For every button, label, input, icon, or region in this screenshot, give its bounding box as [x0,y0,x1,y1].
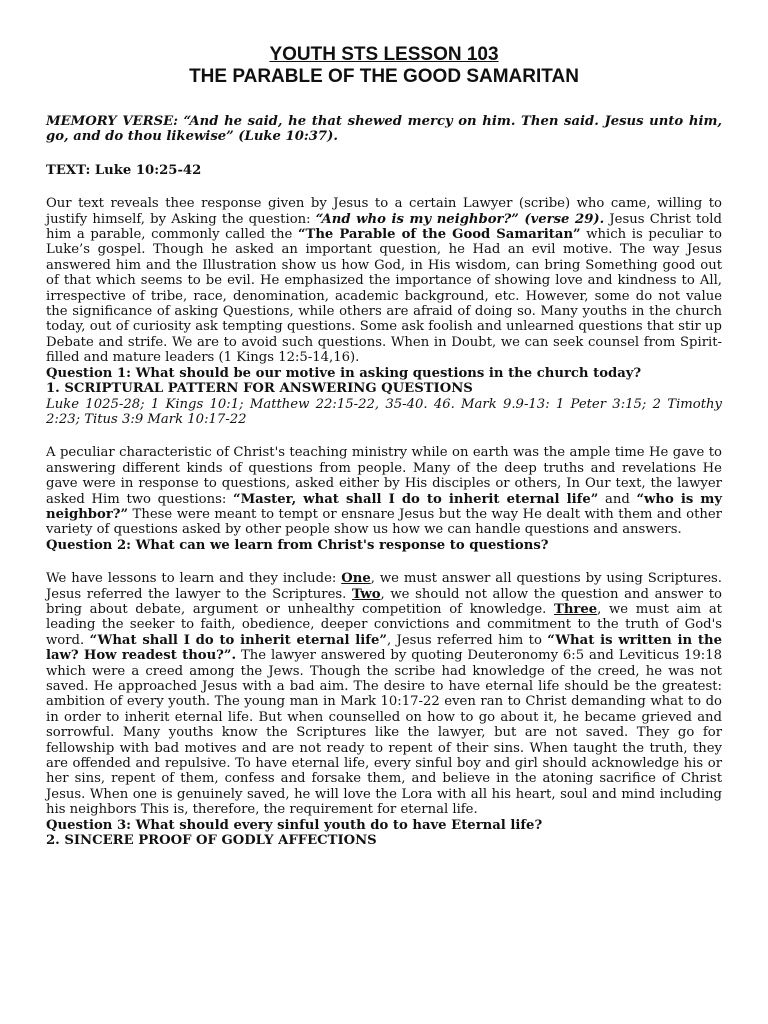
section-2-heading: 2. SINCERE PROOF OF GODLY AFFECTIONS [46,833,377,849]
lesson-subtitle: THE PARABLE OF THE GOOD SAMARITAN [189,66,579,87]
lessons-text-e: , Jesus referred him to [386,632,548,648]
section-1-references: Luke 1025-28; 1 Kings 10:1; Matthew 22:15-22, 35-40. 46. Mark 9.9-13: 1 Peter 3:15; 2 Timothy 2:23; Titus 3:9 Mark 10:17-22 [46,396,722,427]
memory-verse: MEMORY VERSE: “And he said, he that shewed mercy on him. Then said. Jesus unto him, go, and do thou likewise” (Luke 10:37). [46,114,722,145]
lessons-quote-1: “What shall I do to inherit eternal life” [89,632,387,648]
intro-text-3: which is peculiar to Luke’s gospel. Though he asked an important question, he Had an evil motive. The way Jesus answered him and the Illustration show us how God, in His wisdom, can bring Something good out of that which seems to be evil. He emphasized the importance of showing love and kindness to All, irrespective of tribe, race, denomination, academic background, etc. However, some do not value the significance of asking Questions, while others are afraid of doing so. Many youths in the church today, out of curiosity ask tempting questions. Some ask foolish and unlearned questions that stir up Debate and strife. We are to avoid such questions. When in Doubt, we can seek counsel from Spirit-filled and mature leaders (1 Kings 12:5-14,16). [46,227,722,366]
lessons-text-c: , we should not allow the question and answer to bring about debate, argument or unhealthy competition of knowledge. [46,586,722,617]
question-1: Question 1: What should be our motive in asking questions in the church today? [46,365,642,381]
lessons-quote-2: “What is written in the law? How readest thou?”. [46,632,722,664]
intro-text-2: Jesus Christ told him a parable, commonly called the [46,211,722,243]
lessons-text-d: , we must aim at leading the seeker to faith, obedience, deeper convictions and commitment to the truth of God's word. [46,601,722,648]
lessons-text-b: , we must answer all questions by using Scriptures. Jesus referred the lawyer to the Scriptures. [46,571,722,602]
lessons-text-a: We have lessons to learn and they include: [46,571,342,587]
lesson-title: YOUTH STS LESSON 103 [269,44,499,65]
section-1-question-b: “who is my neighbor?” [46,491,722,522]
lesson-one-label: One [341,571,371,587]
section-1-and: and [598,491,637,507]
question-3: Question 3: What should every sinful youth do to have Eternal life? [46,817,543,833]
intro-question: “And who is my neighbor?” (verse 29). [315,211,605,227]
lessons-text-f: The lawyer answered by quoting Deuteronomy 6:5 and Leviticus 19:18 which were a creed among the Jews. Though the scribe had knowledge of the creed, he was not saved. He approached Jesus with a bad aim. The desire to have eternal life should be the greatest: ambition of every youth. The young man in Mark 10:17-22 even ran to Christ demanding what to do in order to inherit eternal life. But when counselled on how to go about it, he became grieved and sorrowful. Many youths know the Scriptures like the lawyer, but are not saved. They go for fellowship with bad motives and are not ready to repent of their sins. When taught the truth, they are offended and repulsive. To have eternal life, every sinful boy and girl should acknowledge his or her sins, repent of them, confess and forsake them, and believe in the atoning sacrifice of Christ Jesus. When one is genuinely saved, he will love the Lora with all his heart, soul and mind including his neighbors This is, therefore, the requirement for eternal life. [46,648,723,818]
lesson-two-label: Two [352,586,381,602]
question-2: Question 2: What can we learn from Christ's response to questions? [46,537,549,553]
parable-name: “The Parable of the Good Samaritan” [297,227,581,243]
lesson-three-label: Three [554,601,598,617]
intro-text-1: Our text reveals thee response given by Jesus to a certain Lawyer (scribe) who came, willing to justify himself, by Asking the question: [46,196,722,227]
section-1-paragraph [46,445,722,537]
title-block [46,44,722,88]
intro-paragraph [46,196,722,365]
section-1-question-a: “Master, what shall I do to inherit eternal life” [233,491,599,507]
text-reference: TEXT: Luke 10:25-42 [46,162,202,178]
section-1-text-2: These were meant to tempt or ensnare Jesus but the way He dealt with them and other variety of questions asked by other people show us how we can handle questions and answers. [46,506,722,538]
section-1-text-1: A peculiar characteristic of Christ's teaching ministry while on earth was the ample time He gave to answering different kinds of questions from people. Many of the deep truths and revelations He gave were in response to questions, asked either by His disciples or others, In Our text, the lawyer asked Him two questions: [46,445,722,507]
lessons-paragraph [46,571,722,818]
section-1-heading: 1. SCRIPTURAL PATTERN FOR ANSWERING QUESTIONS [46,381,473,397]
